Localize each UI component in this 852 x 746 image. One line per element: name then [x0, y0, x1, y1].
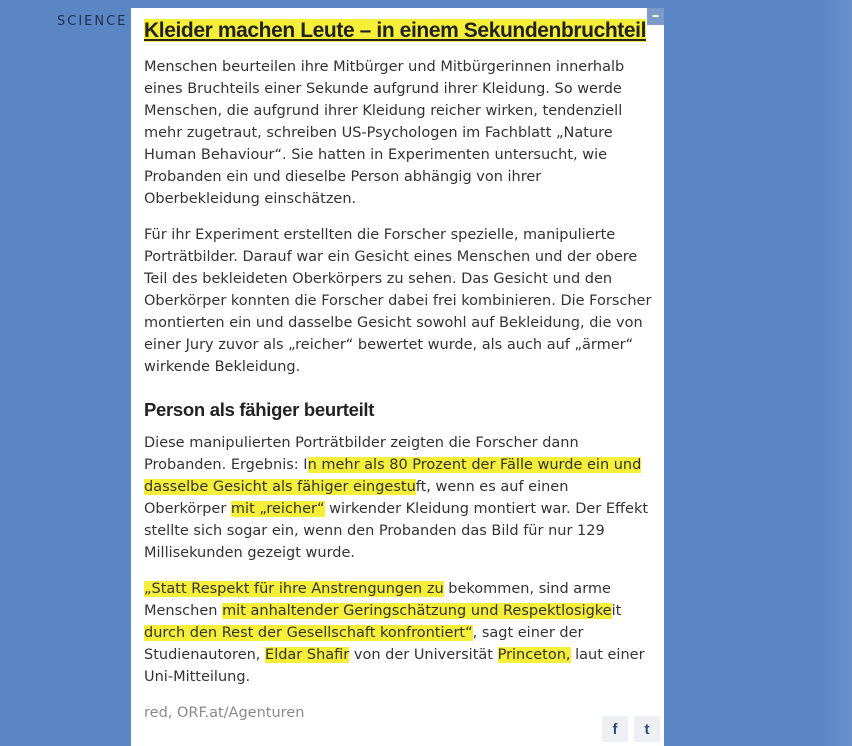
facebook-icon[interactable]: f [602, 716, 628, 742]
p4-text-a: bekommen, sind arme Menschen [144, 581, 611, 619]
paragraph-3 [144, 432, 654, 564]
page-edge [824, 0, 852, 746]
source-credit: red, ORF.at/Agenturen [144, 705, 305, 721]
article-title[interactable] [144, 18, 654, 44]
p3-text-b: ft, wenn es auf einen Oberkörper [144, 479, 569, 517]
subheading: Person als fähiger beurteilt [144, 399, 375, 420]
p4-text-c: , sagt einer der Studienautoren, [144, 625, 584, 663]
p3-highlight-1: n mehr als 80 Prozent der Fälle wurde ein und dasselbe Gesicht als fähiger eingestu [144, 457, 642, 495]
p4-text-e: laut einer Uni-Mitteilung. [144, 647, 645, 685]
collapse-button[interactable]: – [647, 8, 664, 25]
title-text: Kleider machen Leute – in einem Sekundenbruchteil [144, 19, 647, 42]
article-content [144, 18, 654, 724]
p4-highlight-3: durch den Rest der Gesellschaft konfrontiert“ [144, 625, 473, 641]
paragraph-2: Für ihr Experiment erstellten die Forscher spezielle, manipulierte Porträtbilder. Darauf war ein Gesicht eines Menschen und der obere Teil des bekleideten Oberkörpers zu sehen. Das Gesicht und den Oberkörper konnten die Forscher dabei frei kombinieren. Die Forscher montierten ein und dasselbe Gesicht sowohl auf Bekleidung, die von einer Jury zuvor als „reicher“ bewertet wurde, als auch auf „ärmer“ wirkende Bekleidung. [144, 227, 652, 375]
p3-highlight-2: mit „reicher“ [230, 501, 325, 517]
section-label: SCIENCE [57, 14, 128, 29]
p4-highlight-5: Princeton, [497, 647, 571, 663]
article-card [131, 8, 664, 746]
twitter-icon[interactable]: t [634, 716, 660, 742]
p4-highlight-1: „Statt Respekt für ihre Anstrengungen zu [144, 581, 444, 597]
p4-highlight-2: mit anhaltender Geringschätzung und Respektlosigke [222, 603, 612, 619]
p3-text-c: wirkender Kleidung montiert war. Der Effekt stellte sich sogar ein, wenn den Probanden das Bild für nur 129 Millisekunden gezeigt wurde. [144, 501, 649, 561]
p4-text-d: von der Universität [349, 647, 498, 663]
p4-highlight-4: Eldar Shafir [265, 647, 350, 663]
paragraph-4 [144, 578, 654, 688]
share-buttons [602, 716, 660, 742]
p4-text-b: it [611, 603, 622, 619]
paragraph-1: Menschen beurteilen ihre Mitbürger und Mitbürgerinnen innerhalb eines Bruchteils einer Sekunde aufgrund ihrer Kleidung. So werde Menschen, die aufgrund ihrer Kleidung reicher wirken, tendenziell mehr zugetraut, schreiben US-Psychologen im Fachblatt „Nature Human Behaviour“. Sie hatten in Experimenten untersucht, wie Probanden ein und dieselbe Person abhängig von ihrer Oberbekleidung einschätzen. [144, 59, 625, 207]
p3-text-a: Diese manipulierten Porträtbilder zeigten die Forscher dann Probanden. Ergebnis: I [144, 435, 579, 473]
